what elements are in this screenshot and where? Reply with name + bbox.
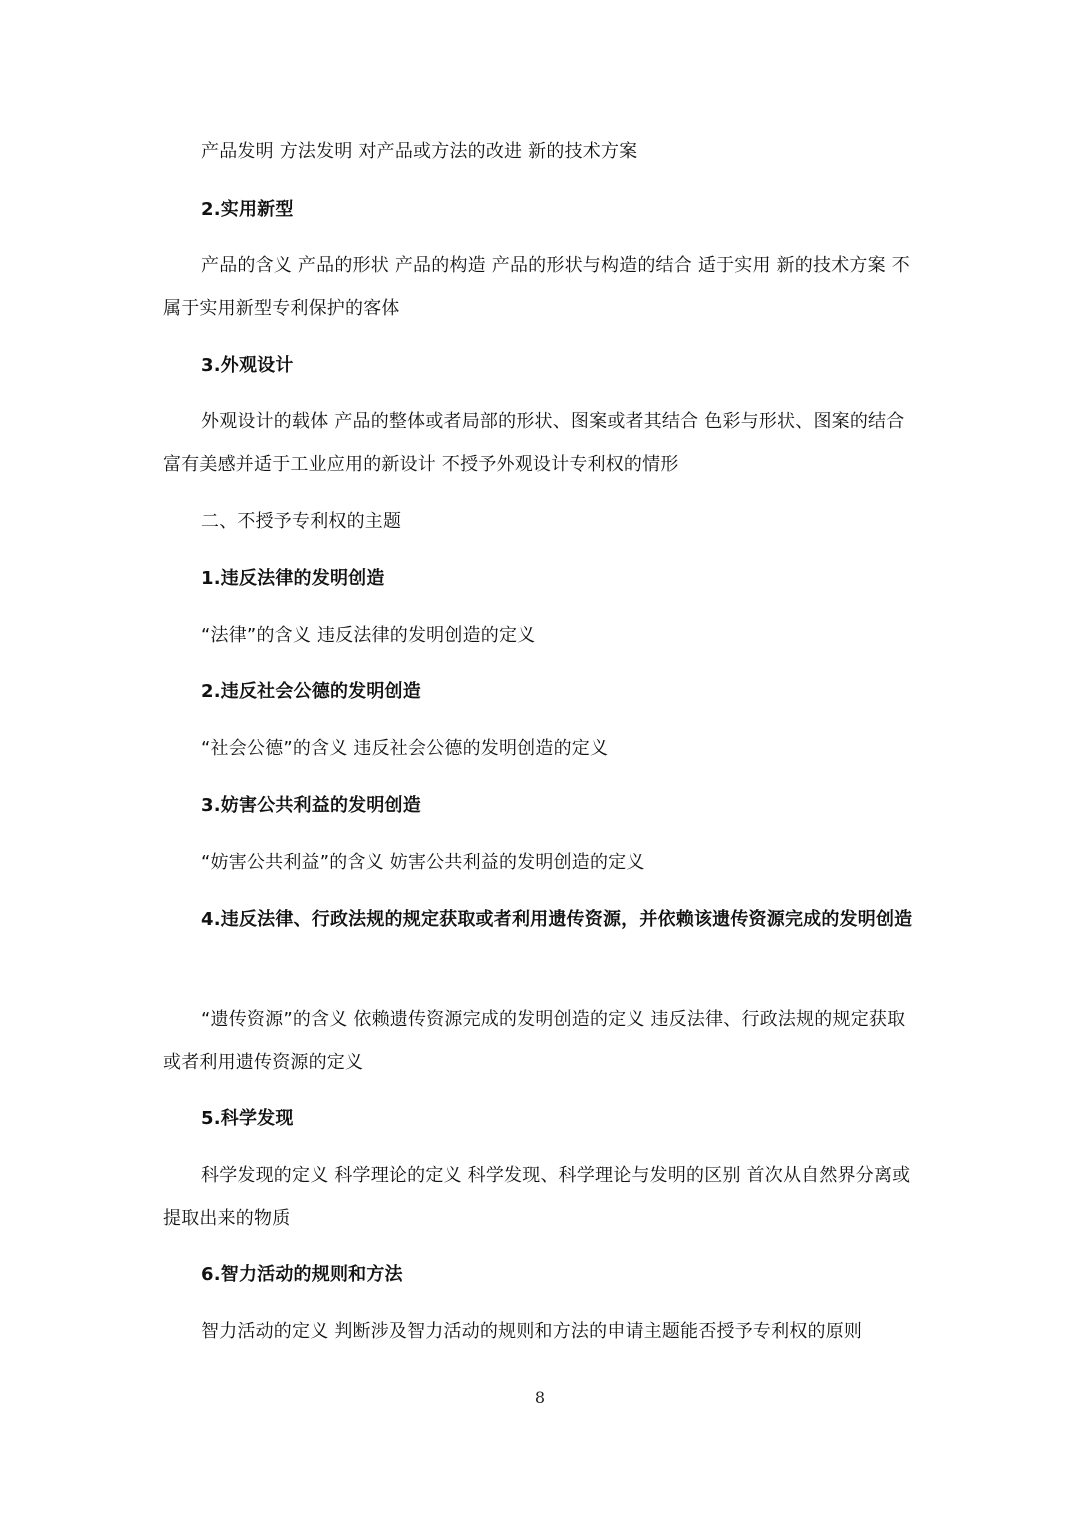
heading-public-interest: 3.妨害公共利益的发明创造 bbox=[201, 795, 421, 816]
heading-scientific-discovery: 5.科学发现 bbox=[201, 1108, 294, 1129]
paragraph-scientific-discovery: 科学发现的定义 科学理论的定义 科学发现、科学理论与发明的区别 首次从自然界分离或提取出来的物质 bbox=[163, 1165, 911, 1229]
heading-utility-model: 2.实用新型 bbox=[201, 199, 294, 220]
paragraph-design: 外观设计的载体 产品的整体或者局部的形状、图案或者其结合 色彩与形状、图案的结合 富有美感并适于工业应用的新设计 不授予外观设计专利权的情形 bbox=[163, 411, 905, 475]
paragraph-genetic-resources: “遗传资源”的含义 依赖遗传资源完成的发明创造的定义 违反法律、行政法规的规定获取或者利用遗传资源的定义 bbox=[163, 1009, 906, 1073]
heading-social-morality: 2.违反社会公德的发明创造 bbox=[201, 681, 421, 702]
paragraph-illegal-inventions: “法律”的含义 违反法律的发明创造的定义 bbox=[201, 625, 536, 646]
paragraph-utility-model: 产品的含义 产品的形状 产品的构造 产品的形状与构造的结合 适于实用 新的技术方案 不属于实用新型专利保护的客体 bbox=[163, 255, 910, 319]
heading-illegal-inventions: 1.违反法律的发明创造 bbox=[201, 568, 385, 589]
paragraph-intellectual-activities: 智力活动的定义 判断涉及智力活动的规则和方法的申请主题能否授予专利权的原则 bbox=[201, 1321, 863, 1342]
heading-intellectual-activities: 6.智力活动的规则和方法 bbox=[201, 1264, 403, 1285]
section-heading-non-patentable: 二、不授予专利权的主题 bbox=[201, 511, 402, 532]
heading-genetic-resources: 4.违反法律、行政法规的规定获取或者利用遗传资源，并依赖该遗传资源完成的发明创造 bbox=[201, 909, 913, 930]
heading-design: 3.外观设计 bbox=[201, 355, 294, 376]
paragraph-social-morality: “社会公德”的含义 违反社会公德的发明创造的定义 bbox=[201, 738, 609, 759]
paragraph-invention-types: 产品发明 方法发明 对产品或方法的改进 新的技术方案 bbox=[201, 141, 638, 162]
paragraph-public-interest: “妨害公共利益”的含义 妨害公共利益的发明创造的定义 bbox=[201, 852, 645, 873]
page-number: 8 bbox=[534, 1388, 546, 1407]
